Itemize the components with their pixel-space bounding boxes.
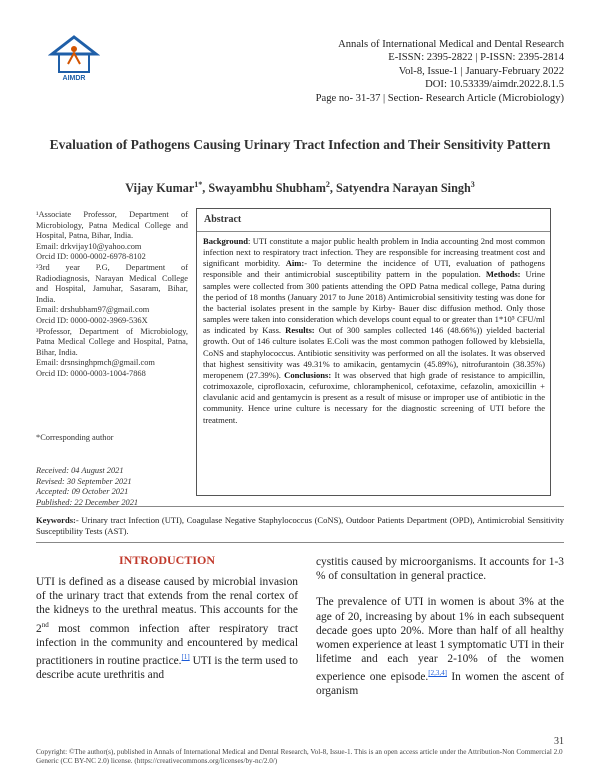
intro-right-column xyxy=(316,555,564,699)
abstract-divider xyxy=(197,231,550,232)
abstract-body xyxy=(203,236,545,426)
date-published: Published: 22 December 2021 xyxy=(36,497,139,507)
author-sup: 3 xyxy=(470,180,475,189)
intro-left-column xyxy=(36,575,298,682)
logo-house-body xyxy=(59,54,89,72)
date-received: Received: 04 August 2021 xyxy=(36,466,124,475)
background-label: Background xyxy=(203,236,248,246)
author-name: Vijay Kumar xyxy=(125,181,195,196)
author-orcid: Orcid ID: 0000-0002-6978-8102 xyxy=(36,252,146,262)
methods-text: Urine samples were collected from 300 patients attending the OPD Patna medical college, Patna during the period of 18 months (January 2017 to June 2018) Antimicrobial sensitivity testing was done for the bacterial isolates present in the sample by Kirby- Bauer disc diffusion method. Only those samples were taken into consideration which develops count equal to or greater than 1*10⁵ CFU/ml as indicated by Kass. xyxy=(203,269,546,336)
date-accepted: Accepted: 09 October 2021 xyxy=(36,487,129,497)
citation-link[interactable]: [1] xyxy=(181,652,190,661)
author-email[interactable]: Email: drkvijay10@yahoo.com xyxy=(36,241,142,251)
affiliation-text: ¹Associate Professor, Department of Microbiology, Patna Medical College and Hospital, Patna, Bihar, India. xyxy=(36,210,188,241)
affiliation-text: ²3rd year P.G, Department of Radiodiagnosis, Narayan Medical College and Hospital, Jamuhar, Sasaram, Bihar, India. xyxy=(36,262,188,304)
journal-header xyxy=(264,38,564,105)
intro-text: In women the ascent of organism xyxy=(316,671,565,698)
author-sup: 1* xyxy=(194,180,203,189)
aim-label: Aim: xyxy=(285,258,305,269)
page-number: 31 xyxy=(554,736,564,747)
author-name: Swayambhu Shubham xyxy=(208,181,326,196)
keywords-label: Keywords: xyxy=(36,515,76,525)
introduction-heading: INTRODUCTION xyxy=(118,553,215,567)
intro-text: UTI is defined as a disease caused by microbial invasion of the urinary tract that extends from the renal cortex of the kidneys to the urethral meatus. This accounts for the 2 xyxy=(36,576,298,635)
affiliation-text: ³Professor, Department of Microbiology, Patna Medical College and Hospital, Patna, Bihar, India. xyxy=(36,326,188,357)
citation-link[interactable]: [2,3,4] xyxy=(428,669,447,678)
author-email[interactable]: Email: drshubham97@gmail.com xyxy=(36,305,150,315)
journal-logo xyxy=(48,34,100,82)
intro-paragraph xyxy=(36,575,298,682)
intro-text: The prevalence of UTI in women is about 3% at the age of 20, increasing by about 1% in each subsequent decade goes upto 20%. More than half of all healthy women experience at least 1 symptomatic UTI in their lifetime and each year 2-10% of the women experience one episode. xyxy=(316,596,564,684)
keywords-text: - Urinary tract Infection (UTI), Coagulase Negative Staphylococcus (CoNS), Outdoor Patients Department (OPD), Antimicrobial Sensitivity Susceptibility Tests (AST). xyxy=(36,515,564,537)
journal-doi: DOI: 10.53339/aimdr.2022.8.1.5 xyxy=(425,79,564,91)
keywords-bottom-rule xyxy=(36,542,564,543)
journal-issn: E-ISSN: 2395-2822 | P-ISSN: 2395-2814 xyxy=(388,52,564,64)
journal-pages: Page no- 31-37 | Section- Research Article (Microbiology) xyxy=(315,92,564,104)
methods-label: Methods: xyxy=(485,269,521,280)
logo-text: AIMDR xyxy=(62,75,86,82)
conclusions-text: It was observed that high grade of resistance to ampicillin, cotrimoxazole, ciprofloxacin, cefuroxime, chloramphenicol, cefotaxime, cefazolin, amoxicillin + clavulanic acid and gentamycin is present as a result of misuse or improper use of antibiotic in the community. Hence urine culture is necessary for the diagnostic screening of UTI before the treatment. xyxy=(203,369,545,425)
date-revised: Revised: 30 September 2021 xyxy=(36,476,132,486)
journal-volume: Vol-8, Issue-1 | January-February 2022 xyxy=(398,65,564,77)
abstract-heading: Abstract xyxy=(204,214,242,225)
keywords-top-rule xyxy=(36,506,564,507)
article-dates xyxy=(36,466,186,508)
results-text: Out of 300 samples collected 146 (48.66%)) yielded bacterial growth. Out of 146 culture isolates E.Coli was the most common pathogen followed by klebsiella, CoNS and staphylococcus. Antibiotic sensitivity was performed on all the isolates. It was observed that highest sensitivity was 49.31% to amikacin, gentamycin (45.89%), nitrofurantoin (38.35%) meropenem (27.39%). xyxy=(203,325,545,380)
affiliations xyxy=(36,210,188,380)
article-title: Evaluation of Pathogens Causing Urinary Tract Infection and Their Sensitivity Pattern xyxy=(49,137,551,152)
author-orcid: Orcid ID: 0000-0003-1004-7868 xyxy=(36,368,146,378)
copyright-footer: Copyright: ©The author(s), published in Annals of International Medical and Dental Research, Vol-8, Issue-1. This is an open access article under the Attribution-Non Commercial 2.0 Generic (CC BY-NC 2.0) license. (https://creativecommons.org/licenses/by-nc/2.0/) xyxy=(36,748,563,765)
corresponding-author-note: *Corresponding author xyxy=(36,433,114,442)
author-sup: 2 xyxy=(325,180,330,189)
results-label: Results: xyxy=(285,325,315,336)
aim-text: - To determine the incidence of UTI, evaluation of pathogens responsible and their antimicrobial susceptibility pattern in the population. xyxy=(203,258,546,280)
intro-paragraph xyxy=(316,595,564,698)
background-text: : UTI constitute a major public health problem in India accounting 2nd most common infection next to respiratory tract infection. They are responsible for increasing treatment cost and significant morbidity. xyxy=(203,236,545,269)
author-list: Vijay Kumar$^{1*}$, Swayambhu Shubham$^2$, Satyendra Narayan Singh$^3$ xyxy=(125,180,475,196)
intro-text: UTI is the term used to describe acute urethritis and xyxy=(36,654,298,681)
intro-paragraph: cystitis caused by microorganisms. It accounts for 1-3 % of consultation in general practice. xyxy=(316,556,564,583)
journal-name: Annals of International Medical and Dental Research xyxy=(338,39,564,50)
author-email[interactable]: Email: drsnsinghpmch@gmail.com xyxy=(36,358,155,368)
intro-text: most common infection after respiratory tract infection in the community and encountered by medical practitioners in routine practice. xyxy=(36,622,298,667)
author-orcid: Orcid ID: 0000-0002-3969-536X xyxy=(36,315,148,325)
keywords xyxy=(36,515,564,538)
ordinal-sup: nd xyxy=(41,620,49,629)
author-name: Satyendra Narayan Singh xyxy=(335,181,471,196)
conclusions-label: Conclusions: xyxy=(284,369,332,380)
